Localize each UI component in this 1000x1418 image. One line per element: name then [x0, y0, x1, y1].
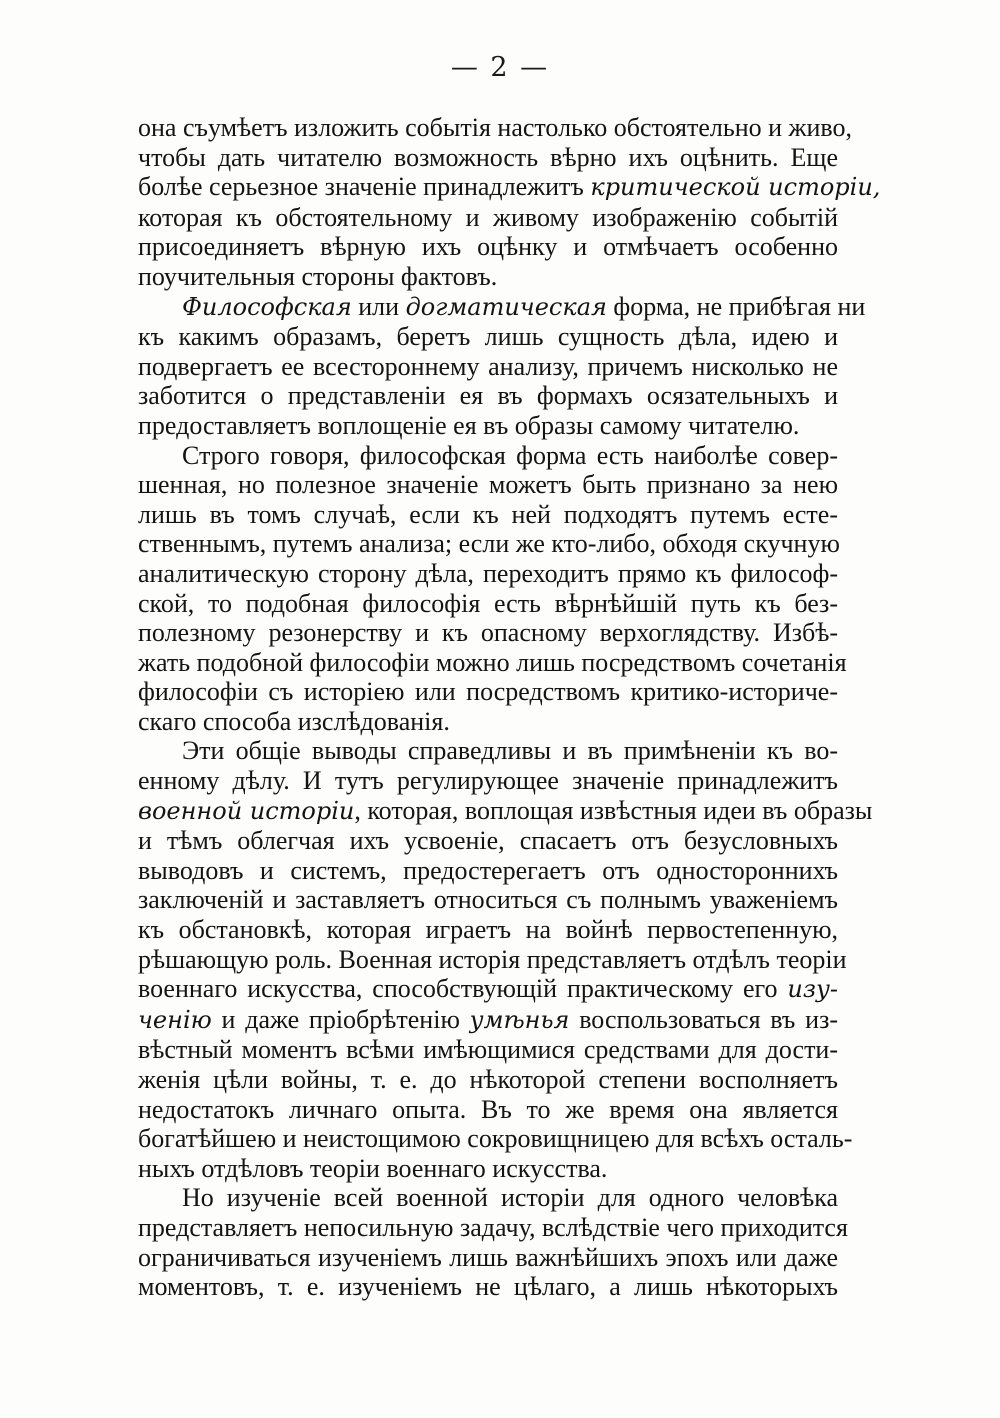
text-span: военнаго искусства, способствующій практическому его [138, 974, 788, 1004]
text-line [138, 262, 838, 292]
text-span: жать подобной философіи можно лишь посредствомъ сочетанія [138, 647, 847, 677]
text-line [138, 944, 847, 975]
emphasized-text: умѣнья [469, 1005, 570, 1034]
text-span: къ какимъ образамъ, беретъ лишь сущность дѣла, идею и [138, 322, 838, 352]
text-line [138, 1243, 838, 1273]
text-line [138, 826, 838, 856]
text-line [138, 677, 838, 707]
text-line [138, 529, 838, 559]
text-line [138, 143, 838, 173]
text-line [138, 1005, 838, 1036]
text-line [138, 232, 838, 262]
text-span: и даже пріобрѣтенію [211, 1004, 470, 1034]
text-span: рѣшающую роль. Военная исторія представляетъ отдѣлъ теоріи [138, 944, 847, 974]
text-line [138, 795, 873, 827]
text-span: аналитическую сторону дѣла, переходитъ прямо къ философ- [138, 558, 838, 588]
text-line [138, 559, 838, 589]
text-line [138, 856, 838, 886]
text-line [138, 766, 838, 796]
emphasized-text: изу- [787, 975, 838, 1004]
text-line [138, 707, 838, 737]
text-span: философіи съ исторіею или посредствомъ критико-историче- [138, 677, 838, 707]
text-span: заключеній и заставляетъ относиться съ полнымъ уваженіемъ [138, 885, 838, 915]
text-span: женія цѣли войны, т. е. до нѣкоторой степени восполняетъ [138, 1065, 838, 1094]
text-span: ственнымъ, путемъ анализа; если же кто-либо, обходя скучную [138, 529, 840, 559]
text-line [138, 411, 838, 441]
text-span: лишь въ томъ случаѣ, если къ ней подходятъ путемъ есте- [138, 499, 838, 529]
emphasized-text: военной исторіи [138, 796, 355, 825]
text-line [138, 736, 838, 766]
body-text [138, 113, 881, 1302]
text-span: скаго способа изслѣдованія. [138, 706, 450, 736]
text-span: ныхъ отдѣловъ теоріи военнаго искусства. [138, 1153, 608, 1183]
text-span: , которая, воплощая извѣстныя идеи въ образы [354, 795, 873, 825]
page-number: — 2 — [450, 52, 550, 83]
text-span: или [351, 291, 406, 321]
text-line [138, 1154, 838, 1184]
text-line [138, 172, 881, 203]
text-span: Но изученіе всей военной исторіи для одного человѣка [182, 1183, 838, 1213]
text-line [138, 1272, 838, 1302]
text-span: заботится о представленіи ея въ формахъ осязательныхъ и [138, 381, 838, 411]
emphasized-text: критической исторіи, [590, 173, 881, 202]
text-line [138, 113, 853, 143]
text-span: богатѣйшею и неистощимою сокровищницею для всѣхъ осталь- [138, 1124, 853, 1154]
text-line [138, 1212, 848, 1243]
text-line [138, 1183, 838, 1213]
text-line [138, 618, 838, 648]
emphasized-text: Философская [182, 292, 352, 321]
text-line [138, 322, 838, 352]
text-span: представляетъ непосильную задачу, вслѣдствіе чего приходится [138, 1212, 848, 1242]
text-span: вѣстный моментъ всѣми имѣющимися средствами для дости- [138, 1035, 838, 1065]
text-line [138, 974, 838, 1005]
text-line [138, 381, 838, 411]
emphasized-text: догматическая [405, 292, 607, 321]
text-span: воспользоваться въ из- [569, 1004, 838, 1034]
text-span: шенная, но полезное значеніе можетъ быть признано за нею [138, 470, 838, 500]
text-span: недостатокъ личнаго опыта. Въ то же время она является [138, 1094, 838, 1124]
emphasized-text: ченію [138, 1005, 212, 1034]
text-span: и тѣмъ облегчая ихъ усвоеніе, спасаетъ отъ безусловныхъ [138, 826, 838, 856]
text-span: къ обстановкѣ, которая играетъ на войнѣ первостепенную, [138, 915, 838, 945]
text-line [138, 647, 847, 678]
text-line [138, 203, 838, 233]
text-line [138, 1124, 853, 1154]
text-span: болѣе серьезное значеніе принадлежитъ [138, 172, 591, 202]
text-span: форма, не прибѣгая ни [606, 291, 866, 321]
text-line [138, 1035, 838, 1065]
text-line [138, 915, 838, 945]
text-line [138, 885, 838, 915]
text-line [138, 589, 838, 619]
text-line [138, 291, 866, 323]
text-span: Строго говоря, философская форма есть наиболѣе совер- [182, 440, 838, 470]
text-line [138, 352, 838, 382]
text-span: моментовъ, т. е. изученіемъ не цѣлаго, а лишь нѣкоторыхъ [138, 1272, 838, 1302]
text-line [138, 500, 838, 530]
text-span: предоставляетъ воплощеніе ея въ образы самому читателю. [138, 410, 800, 440]
text-span: чтобы дать читателю возможность вѣрно ихъ оцѣнить. Еще [138, 142, 838, 172]
text-line [138, 470, 838, 500]
text-line [138, 441, 838, 471]
text-span: выводовъ и системъ, предостерегаетъ отъ одностороннихъ [138, 855, 838, 885]
text-span: поучительныя стороны фактовъ. [138, 261, 498, 291]
text-span: Эти общіе выводы справедливы и въ примѣненіи къ во- [182, 736, 838, 766]
text-span: которая къ обстоятельному и живому изображенію событій [138, 202, 838, 232]
text-line [138, 1065, 838, 1095]
text-span: полезному резонерству и къ опасному верхоглядству. Избѣ- [138, 618, 838, 648]
text-span: енному дѣлу. И тутъ регулирующее значеніе принадлежитъ [138, 766, 838, 796]
text-line [138, 1095, 838, 1125]
text-span: присоединяетъ вѣрную ихъ оцѣнку и отмѣчаетъ особенно [138, 232, 838, 262]
text-span: ской, то подобная философія есть вѣрнѣйшій путь къ без- [138, 588, 838, 618]
text-span: подвергаетъ ее всестороннему анализу, причемъ нисколько не [138, 351, 838, 381]
text-span: она съумѣетъ изложить событія настолько обстоятельно и живо, [138, 113, 853, 142]
text-span: ограничиваться изученіемъ лишь важнѣйшихъ эпохъ или даже [138, 1242, 838, 1272]
